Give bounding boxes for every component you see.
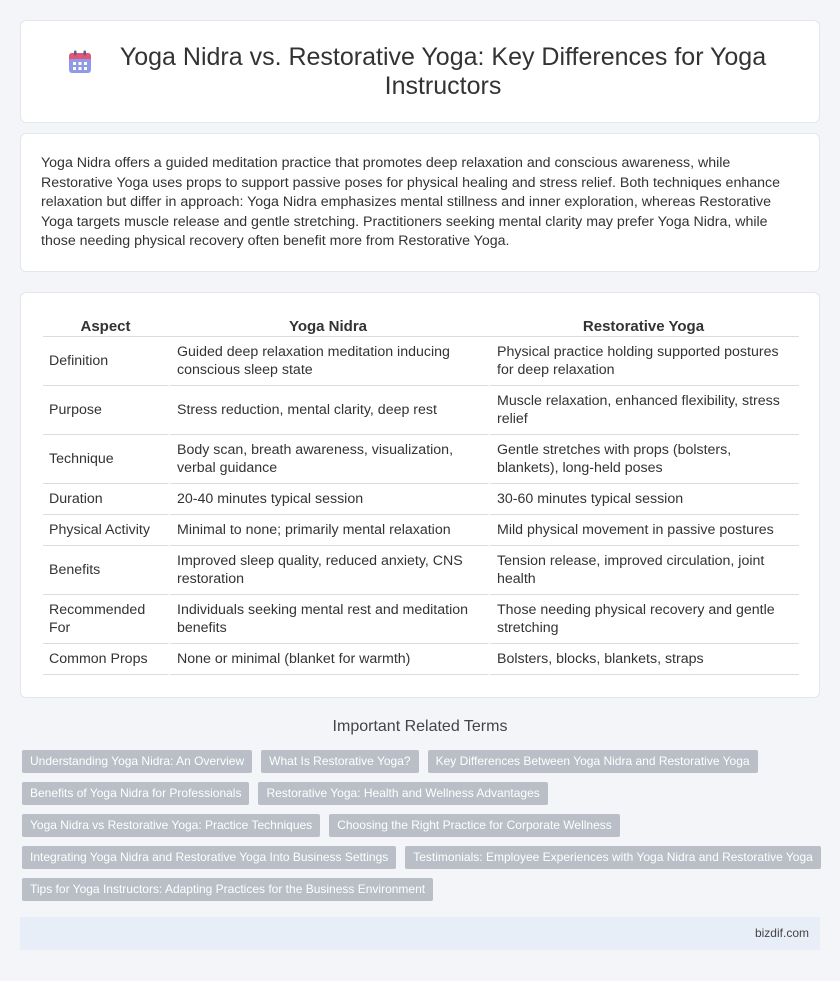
aspect-cell: Purpose bbox=[43, 386, 168, 435]
yoga-nidra-cell: 20-40 minutes typical session bbox=[168, 484, 488, 515]
tag-row bbox=[22, 782, 822, 805]
related-term-tag[interactable]: Key Differences Between Yoga Nidra and Restorative Yoga bbox=[428, 750, 758, 773]
related-term-tag[interactable]: Benefits of Yoga Nidra for Professionals bbox=[22, 782, 249, 805]
restorative-yoga-cell: 30-60 minutes typical session bbox=[488, 484, 799, 515]
table-header-row bbox=[43, 313, 799, 337]
table-row bbox=[43, 337, 799, 386]
table-row bbox=[43, 546, 799, 595]
restorative-yoga-cell: Gentle stretches with props (bolsters, blankets), long-held poses bbox=[488, 435, 799, 484]
calendar-icon bbox=[67, 49, 93, 75]
tag-row bbox=[22, 750, 822, 773]
related-term-tag[interactable]: Choosing the Right Practice for Corporate Wellness bbox=[329, 814, 620, 837]
aspect-cell: Common Props bbox=[43, 644, 168, 675]
related-terms-list bbox=[22, 750, 822, 910]
comparison-table bbox=[43, 313, 799, 675]
restorative-yoga-cell: Those needing physical recovery and gentle stretching bbox=[488, 595, 799, 644]
title-card bbox=[20, 20, 820, 123]
restorative-yoga-cell: Bolsters, blocks, blankets, straps bbox=[488, 644, 799, 675]
table-row bbox=[43, 515, 799, 546]
site-link[interactable]: bizdif.com bbox=[754, 926, 809, 940]
restorative-yoga-cell: Muscle relaxation, enhanced flexibility, stress relief bbox=[488, 386, 799, 435]
table-row bbox=[43, 644, 799, 675]
restorative-yoga-cell: Tension release, improved circulation, joint health bbox=[488, 546, 799, 595]
header-aspect: Aspect bbox=[43, 313, 168, 337]
yoga-nidra-cell: Improved sleep quality, reduced anxiety, CNS restoration bbox=[168, 546, 488, 595]
yoga-nidra-cell: Stress reduction, mental clarity, deep rest bbox=[168, 386, 488, 435]
restorative-yoga-cell: Physical practice holding supported postures for deep relaxation bbox=[488, 337, 799, 386]
aspect-cell: Benefits bbox=[43, 546, 168, 595]
restorative-yoga-cell: Mild physical movement in passive postures bbox=[488, 515, 799, 546]
related-term-tag[interactable]: Testimonials: Employee Experiences with Yoga Nidra and Restorative Yoga bbox=[405, 846, 821, 869]
aspect-cell: Duration bbox=[43, 484, 168, 515]
related-term-tag[interactable]: What Is Restorative Yoga? bbox=[261, 750, 418, 773]
related-term-tag[interactable]: Understanding Yoga Nidra: An Overview bbox=[22, 750, 252, 773]
related-terms-heading: Important Related Terms bbox=[332, 718, 508, 735]
intro-card bbox=[20, 133, 820, 272]
comparison-table-card bbox=[20, 292, 820, 698]
intro-paragraph: Yoga Nidra offers a guided meditation practice that promotes deep relaxation and conscious awareness, while Restorative Yoga uses props to support passive poses for physical healing and stress relief. Both techniques enhance relaxation but differ in approach: Yoga Nidra emphasizes mental stillness and inner exploration, whereas Restorative Yoga targets muscle release and gentle stretching. Practitioners seeking mental clarity may prefer Yoga Nidra, while those needing physical recovery often benefit more from Restorative Yoga. bbox=[41, 155, 780, 249]
footer bbox=[20, 917, 820, 950]
aspect-cell: Physical Activity bbox=[43, 515, 168, 546]
tag-row bbox=[22, 814, 822, 837]
table-row bbox=[43, 435, 799, 484]
table-row bbox=[43, 595, 799, 644]
header-restorative-yoga: Restorative Yoga bbox=[488, 313, 799, 337]
aspect-cell: Definition bbox=[43, 337, 168, 386]
aspect-cell: Technique bbox=[43, 435, 168, 484]
table-row bbox=[43, 386, 799, 435]
related-term-tag[interactable]: Integrating Yoga Nidra and Restorative Yoga Into Business Settings bbox=[22, 846, 396, 869]
page-title: Yoga Nidra vs. Restorative Yoga: Key Differences for Yoga Instructors bbox=[119, 42, 767, 100]
yoga-nidra-cell: None or minimal (blanket for warmth) bbox=[168, 644, 488, 675]
yoga-nidra-cell: Body scan, breath awareness, visualization, verbal guidance bbox=[168, 435, 488, 484]
related-term-tag[interactable]: Restorative Yoga: Health and Wellness Advantages bbox=[258, 782, 547, 805]
tag-row bbox=[22, 878, 822, 901]
related-term-tag[interactable]: Tips for Yoga Instructors: Adapting Practices for the Business Environment bbox=[22, 878, 433, 901]
header-yoga-nidra: Yoga Nidra bbox=[168, 313, 488, 337]
tag-row bbox=[22, 846, 822, 869]
table-row bbox=[43, 484, 799, 515]
aspect-cell: Recommended For bbox=[43, 595, 168, 644]
yoga-nidra-cell: Guided deep relaxation meditation inducing conscious sleep state bbox=[168, 337, 488, 386]
yoga-nidra-cell: Minimal to none; primarily mental relaxation bbox=[168, 515, 488, 546]
related-term-tag[interactable]: Yoga Nidra vs Restorative Yoga: Practice Techniques bbox=[22, 814, 320, 837]
yoga-nidra-cell: Individuals seeking mental rest and meditation benefits bbox=[168, 595, 488, 644]
